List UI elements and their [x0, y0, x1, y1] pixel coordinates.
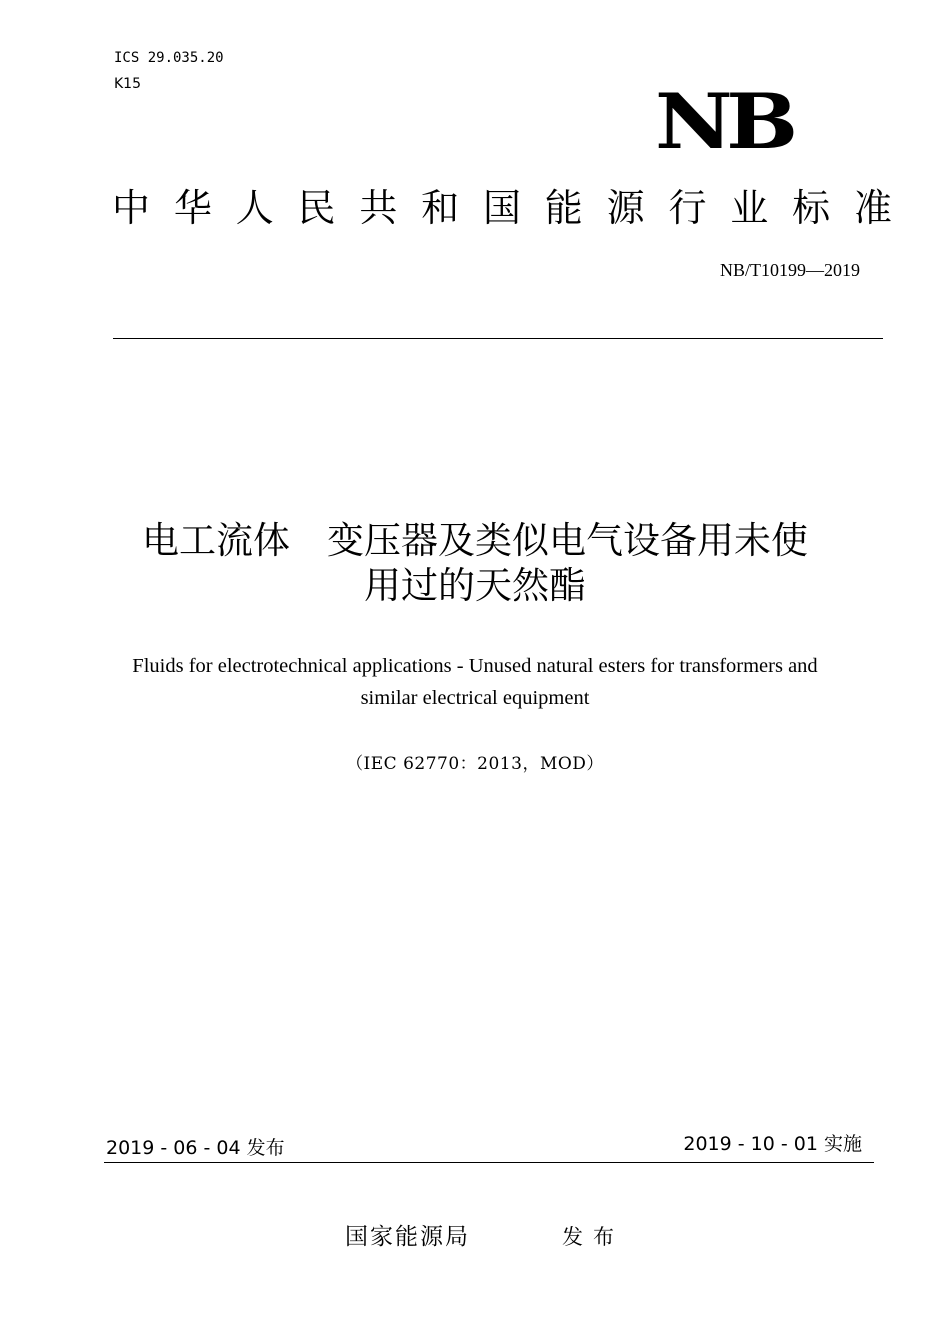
standard-type-char: 民	[297, 186, 336, 230]
english-title-line-2: similar electrical equipment	[360, 687, 590, 709]
ccs-code: K15	[114, 76, 141, 92]
top-divider	[113, 338, 883, 339]
standard-type-char: 中	[112, 186, 151, 230]
standard-type-char: 行	[668, 186, 707, 230]
standard-type-char: 人	[235, 186, 274, 230]
standard-type-char: 能	[544, 186, 583, 230]
standard-number: NB/T10199—2019	[719, 260, 860, 280]
standard-type-char: 共	[359, 186, 398, 230]
standard-type-char: 和	[421, 186, 460, 230]
chinese-title-line-2: 用过的天然酯	[364, 564, 586, 607]
standard-type-char: 业	[730, 186, 769, 230]
issue-label: 发布	[562, 1225, 624, 1249]
english-title	[80, 650, 870, 714]
standard-type-title	[112, 184, 892, 232]
adoption-reference: （IEC 62770：2013，MOD）	[346, 754, 604, 774]
ics-code: ICS 29.035.20	[114, 50, 224, 66]
standard-type-char: 国	[482, 186, 521, 230]
chinese-title-line-1: 电工流体 变压器及类似电气设备用未使	[142, 519, 808, 562]
publish-date: 2019 - 06 - 04 发布	[106, 1137, 285, 1159]
standard-type-char: 标	[792, 186, 831, 230]
chinese-title	[60, 518, 890, 608]
nb-logo: NB	[655, 77, 792, 166]
standard-type-char: 源	[606, 186, 645, 230]
issuing-authority: 国家能源局	[345, 1224, 470, 1250]
effective-date: 2019 - 10 - 01 实施	[683, 1133, 862, 1155]
standard-type-char: 华	[173, 186, 212, 230]
bottom-divider	[104, 1162, 874, 1163]
english-title-line-1: Fluids for electrotechnical applications - Unused natural esters for transformers and	[132, 655, 818, 677]
standard-type-char: 准	[853, 186, 892, 230]
